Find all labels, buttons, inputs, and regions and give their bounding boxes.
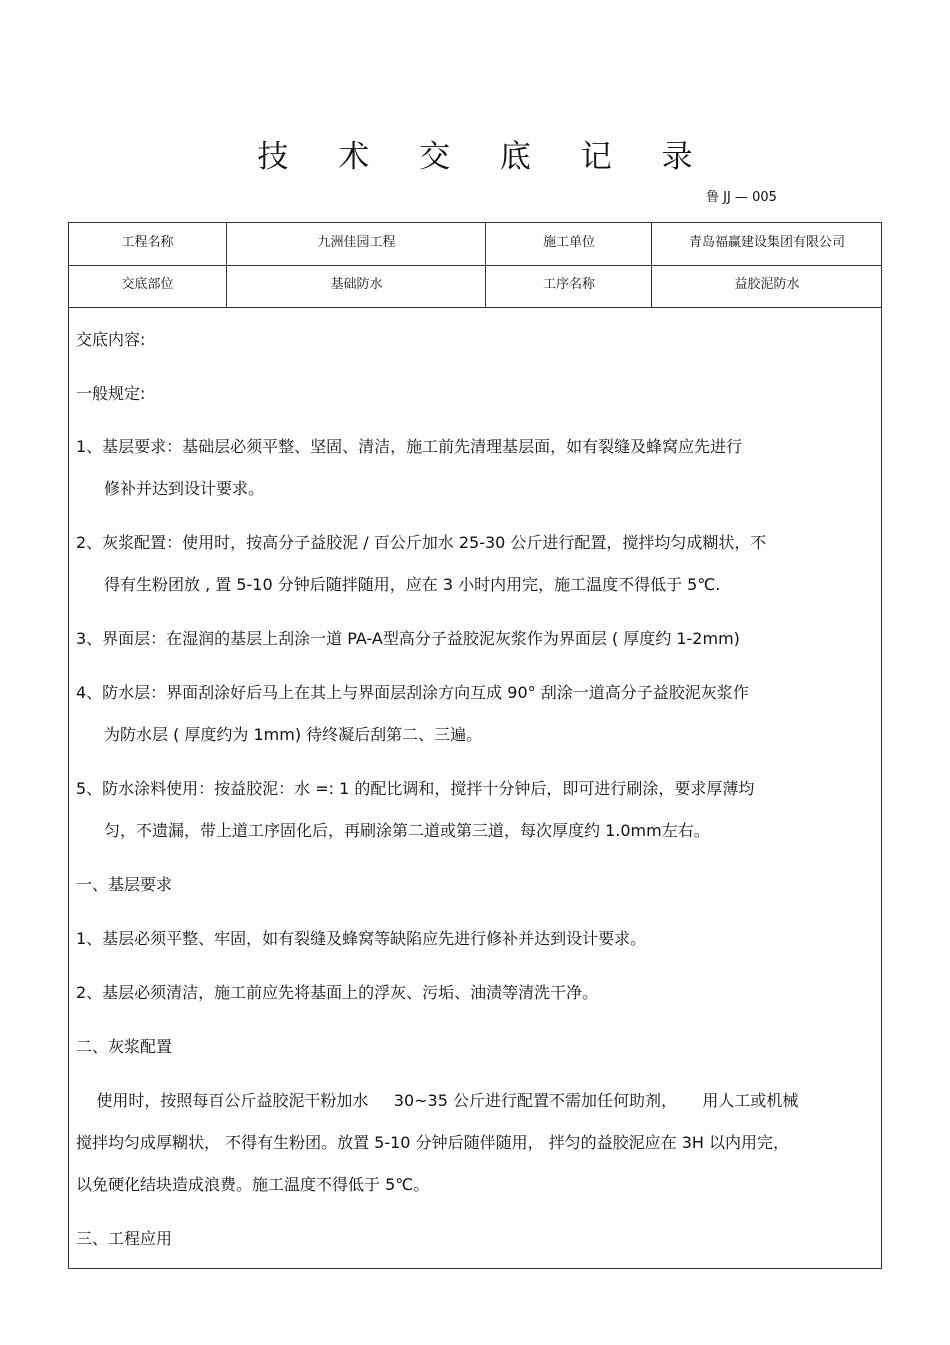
section-3-heading: 三、工程应用 (76, 1229, 173, 1248)
process-name-value: 益胶泥防水 (651, 265, 882, 307)
disclosure-part-label: 交底部位 (121, 277, 174, 292)
disclosure-part-value: 基础防水 (226, 265, 486, 307)
section-1-item-2: 2、基层必须清洁，施工前应先将基面上的浮灰、污垢、油渍等清洗干净。 (76, 983, 599, 1002)
general-rules-heading: 一般规定: (76, 384, 146, 403)
header-row-1 (69, 223, 881, 266)
process-name-label: 工序名称 (485, 265, 652, 307)
record-form (68, 222, 882, 1269)
rule-4-line-1: 4、防水层：界面刮涂好后马上在其上与界面层刮涂方向互成 90° 刮涂一道高分子益胶泥灰浆作 (76, 683, 749, 702)
section-1-item-1: 1、基层必须平整、牢固，如有裂缝及蜂窝等缺陷应先进行修补并达到设计要求。 (76, 929, 647, 948)
section-2-line-3: 以免硬化结块造成浪费。施工温度不得低于 5℃。 (76, 1175, 430, 1194)
section-2-heading: 二、灰浆配置 (76, 1037, 173, 1056)
rule-3: 3、界面层：在湿润的基层上刮涂一道 PA-A型高分子益胶泥灰浆作为界面层 ( 厚度约 1-2mm) (76, 629, 740, 648)
rule-5-line-1: 5、防水涂料使用：按益胶泥：水 =: 1 的配比调和，搅拌十分钟后，即可进行刷涂，要求厚薄均 (76, 779, 755, 798)
contractor-label: 施工单位 (485, 223, 652, 265)
rule-4-line-2: 为防水层 ( 厚度约为 1mm) 待终凝后刮第二、三遍。 (104, 725, 483, 744)
section-2-line-2: 搅拌均匀成厚糊状， 不得有生粉团。放置 5-10 分钟后随伴随用， 拌匀的益胶泥应在 3H 以内用完， (76, 1133, 790, 1152)
section-2-line-1: 使用时，按照每百公斤益胶泥干粉加水 30~35 公斤进行配置不需加任何助剂， 用人工或机械 (76, 1091, 799, 1110)
rule-1-line-2: 修补并达到设计要求。 (104, 479, 265, 498)
rule-5-line-2: 匀，不遗漏，带上道工序固化后，再刷涂第二道或第三道，每次厚度约 1.0mm左右。 (104, 821, 710, 840)
rule-1-line-1: 1、基层要求：基础层必须平整、坚固、清洁，施工前先清理基层面，如有裂缝及蜂窝应先进行 (76, 437, 743, 456)
project-name-value: 九洲佳园工程 (226, 223, 486, 265)
document-title: 技 术 交 底 记 录 (257, 139, 713, 175)
contractor-value: 青岛福赢建设集团有限公司 (651, 223, 882, 265)
rule-2-line-1: 2、灰浆配置：使用时，按高分子益胶泥 / 百公斤加水 25-30 公斤进行配置，搅拌均匀成糊状，不 (76, 533, 767, 552)
document-code: 鲁 JJ — 005 (706, 190, 777, 205)
project-name-label: 工程名称 (121, 235, 174, 250)
section-1-heading: 一、基层要求 (76, 875, 173, 894)
header-row-2 (69, 265, 881, 308)
rule-2-line-2: 得有生粉团放 , 置 5-10 分钟后随拌随用，应在 3 小时内用完，施工温度不得低于 5℃. (104, 575, 721, 594)
content-heading: 交底内容: (76, 330, 146, 349)
